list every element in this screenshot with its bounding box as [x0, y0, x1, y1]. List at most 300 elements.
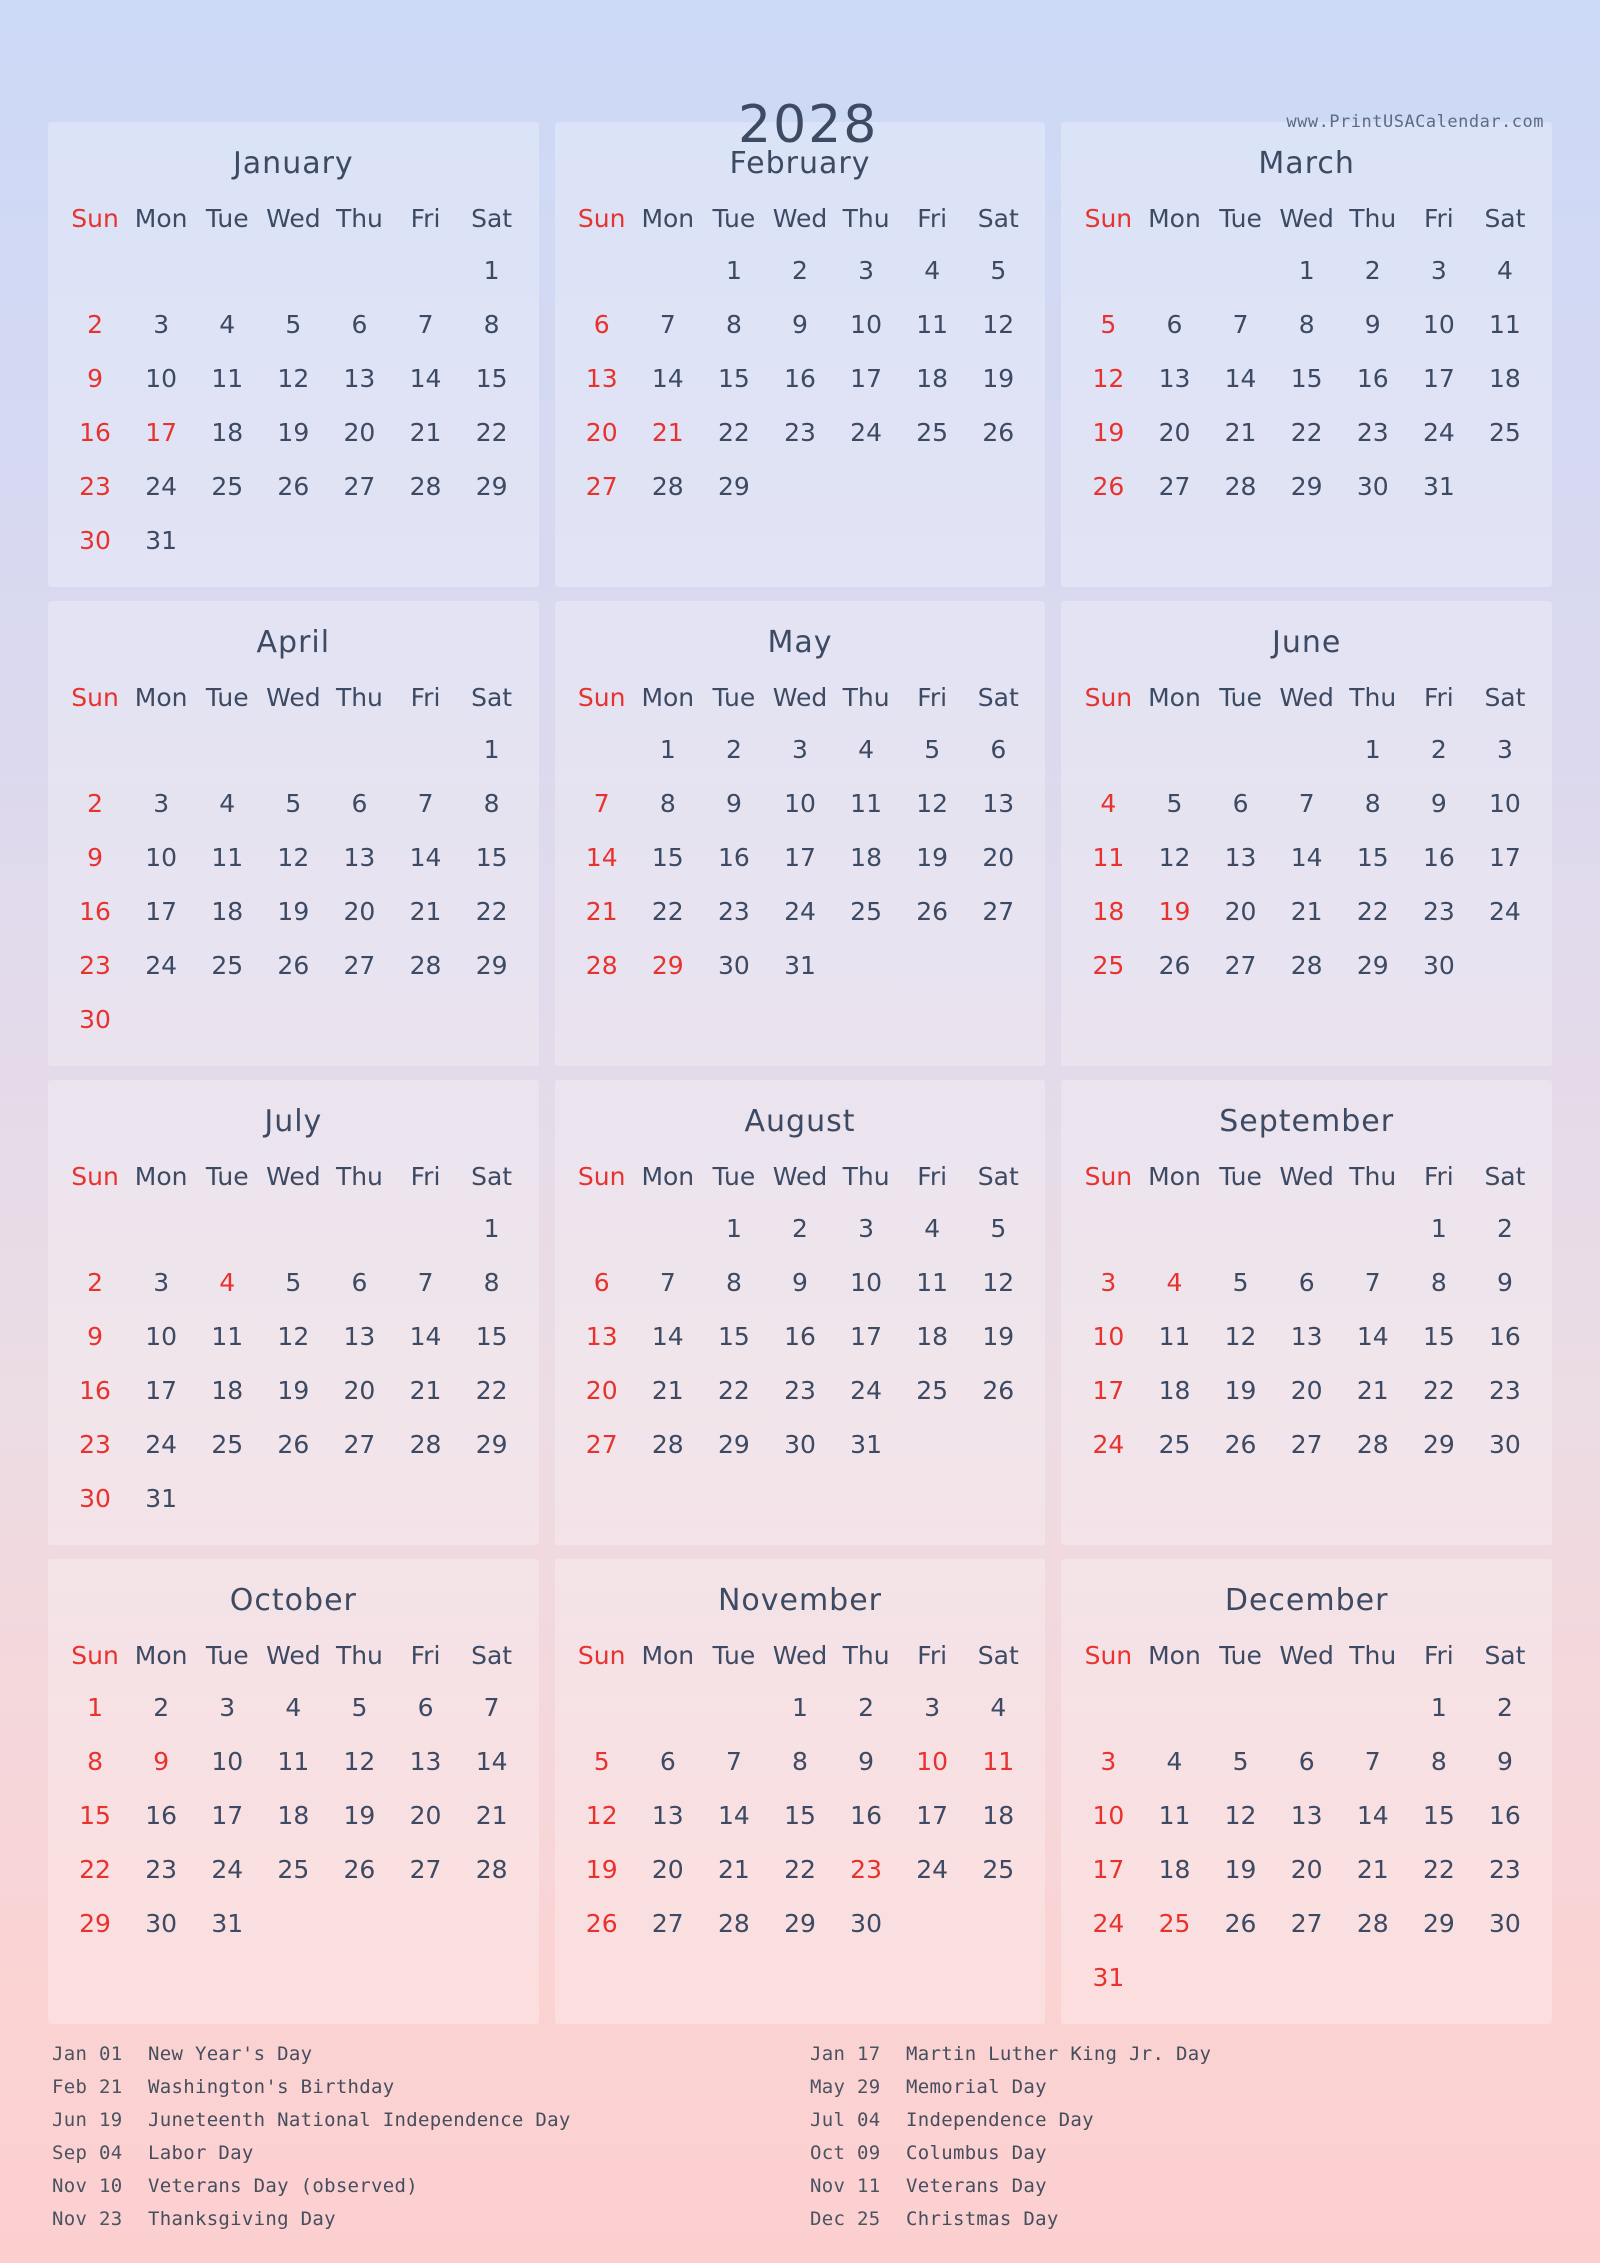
weekday-header-thu: Thu	[335, 683, 383, 712]
day-cell: 7	[417, 788, 434, 818]
day-cell: 20	[585, 417, 618, 447]
week-row	[62, 1680, 525, 1734]
month-table	[62, 1161, 525, 1525]
day-cell: 25	[277, 1854, 310, 1884]
week-row	[569, 938, 1032, 992]
day-cell: 15	[475, 1321, 508, 1351]
month-title: August	[744, 1104, 856, 1139]
day-cell-empty	[326, 1896, 392, 1950]
day-cell: 3	[1430, 255, 1447, 285]
day-cell: 20	[1158, 417, 1191, 447]
day-cell-empty	[1274, 1201, 1340, 1255]
weekday-header-wed: Wed	[266, 1162, 321, 1191]
day-cell: 15	[717, 1321, 750, 1351]
weekday-header-fri: Fri	[1423, 1162, 1454, 1191]
day-cell: 25	[1489, 417, 1521, 447]
day-cell: 9	[858, 1746, 875, 1776]
week-row	[1075, 1950, 1538, 2004]
day-cell: 21	[409, 417, 442, 447]
day-cell: 23	[79, 1429, 111, 1459]
weekday-header-tue: Tue	[1219, 683, 1262, 712]
weekday-header-sat: Sat	[1484, 1162, 1526, 1191]
day-cell: 17	[211, 1800, 244, 1830]
day-cell-empty	[767, 459, 833, 513]
weekday-header-sun: Sun	[71, 683, 119, 712]
week-row	[62, 830, 525, 884]
website-credit: www.PrintUSACalendar.com	[1286, 112, 1544, 132]
week-row	[569, 459, 1032, 513]
day-cell: 17	[916, 1800, 949, 1830]
weekday-header-sun: Sun	[577, 1641, 626, 1670]
weekday-header-sun: Sun	[1084, 1641, 1133, 1670]
day-cell: 6	[990, 734, 1007, 764]
day-cell-empty	[62, 243, 128, 297]
day-cell: 4	[1496, 255, 1513, 285]
day-cell: 4	[219, 1267, 236, 1297]
day-cell: 17	[1489, 842, 1521, 872]
day-cell: 25	[211, 950, 244, 980]
holiday-row	[810, 2137, 1548, 2170]
day-cell: 27	[585, 1429, 618, 1459]
day-cell: 19	[982, 363, 1015, 393]
week-row	[569, 884, 1032, 938]
holiday-row	[52, 2137, 790, 2170]
day-cell: 29	[1290, 471, 1323, 501]
holiday-date: Oct 09	[810, 2142, 881, 2164]
day-cell: 5	[285, 309, 302, 339]
day-cell: 18	[277, 1800, 310, 1830]
day-cell: 8	[659, 788, 676, 818]
day-cell: 4	[924, 1213, 941, 1243]
weekday-header-sat: Sat	[977, 204, 1019, 233]
holiday-date: May 29	[810, 2076, 881, 2098]
day-cell: 10	[1092, 1321, 1125, 1351]
weekday-header-tue: Tue	[1219, 1641, 1262, 1670]
day-cell: 8	[725, 1267, 742, 1297]
day-cell: 16	[1489, 1800, 1521, 1830]
day-cell-empty	[128, 243, 194, 297]
day-cell: 12	[1158, 842, 1191, 872]
day-cell: 14	[409, 842, 442, 872]
day-cell: 16	[850, 1800, 882, 1830]
day-cell: 16	[1356, 363, 1389, 393]
week-row	[1075, 1680, 1538, 1734]
day-cell: 20	[982, 842, 1015, 872]
day-cell: 15	[1422, 1800, 1455, 1830]
day-cell-empty	[1208, 722, 1274, 776]
day-cell: 27	[1158, 471, 1191, 501]
weekday-header-sat: Sat	[1484, 204, 1526, 233]
day-cell: 25	[982, 1854, 1015, 1884]
day-cell: 26	[982, 417, 1015, 447]
day-cell: 3	[792, 734, 808, 764]
day-cell: 19	[1224, 1375, 1257, 1405]
day-cell: 10	[1489, 788, 1521, 818]
day-cell: 2	[153, 1692, 170, 1722]
day-cell: 31	[145, 1483, 178, 1513]
day-cell-empty	[965, 1896, 1031, 1950]
day-cell: 8	[87, 1746, 103, 1776]
day-cell: 27	[409, 1854, 442, 1884]
holiday-date: Dec 25	[810, 2208, 881, 2230]
month-title: April	[256, 625, 331, 660]
month-card	[555, 122, 1046, 587]
day-cell: 24	[1422, 417, 1455, 447]
holiday-date: Jan 01	[52, 2043, 123, 2065]
month-card	[48, 1559, 539, 2024]
day-cell: 23	[1356, 417, 1389, 447]
day-cell: 8	[792, 1746, 808, 1776]
weekday-header-wed: Wed	[772, 204, 828, 233]
week-row	[569, 351, 1032, 405]
weekday-header-row	[569, 203, 1032, 243]
day-cell: 14	[1224, 363, 1257, 393]
holiday-row	[810, 2071, 1548, 2104]
day-cell: 22	[717, 1375, 750, 1405]
day-cell-empty	[1075, 722, 1141, 776]
page-header	[48, 0, 1552, 155]
day-cell: 22	[1356, 896, 1389, 926]
week-row	[569, 776, 1032, 830]
weekday-header-thu: Thu	[1349, 1641, 1397, 1670]
weekday-header-fri: Fri	[1423, 683, 1454, 712]
day-cell-empty	[1472, 1950, 1538, 2004]
weekday-header-row	[1075, 682, 1538, 722]
day-cell-empty	[1075, 1680, 1141, 1734]
weekday-header-wed: Wed	[266, 204, 321, 233]
day-cell: 26	[585, 1908, 618, 1938]
day-cell: 11	[1158, 1800, 1191, 1830]
day-cell: 8	[483, 788, 500, 818]
day-cell: 9	[1496, 1267, 1513, 1297]
day-cell: 17	[1092, 1854, 1125, 1884]
day-cell: 21	[585, 896, 618, 926]
day-cell: 11	[211, 1321, 244, 1351]
day-cell: 10	[211, 1746, 244, 1776]
day-cell: 31	[145, 525, 178, 555]
day-cell: 30	[145, 1908, 178, 1938]
day-cell-empty	[569, 1201, 635, 1255]
weekday-header-sat: Sat	[471, 683, 513, 712]
day-cell: 15	[717, 363, 750, 393]
day-cell-empty	[194, 243, 260, 297]
day-cell: 6	[1232, 788, 1249, 818]
day-cell: 16	[79, 896, 111, 926]
day-cell: 21	[409, 1375, 442, 1405]
day-cell: 13	[409, 1746, 442, 1776]
day-cell: 7	[659, 1267, 676, 1297]
day-cell-empty	[459, 992, 525, 1046]
week-row	[1075, 1896, 1538, 1950]
day-cell: 29	[1422, 1908, 1455, 1938]
day-cell: 9	[87, 842, 103, 872]
day-cell: 22	[475, 896, 508, 926]
weekday-header-mon: Mon	[134, 1641, 188, 1670]
weekday-header-row	[569, 682, 1032, 722]
day-cell: 19	[1158, 896, 1191, 926]
weekday-header-mon: Mon	[641, 1641, 695, 1670]
day-cell-empty	[326, 722, 392, 776]
day-cell: 11	[850, 788, 882, 818]
weekday-header-thu: Thu	[1349, 683, 1397, 712]
day-cell: 1	[725, 255, 742, 285]
day-cell-empty	[1208, 1680, 1274, 1734]
day-cell: 25	[916, 417, 949, 447]
day-cell: 15	[79, 1800, 111, 1830]
day-cell: 15	[475, 363, 508, 393]
day-cell: 14	[1356, 1321, 1389, 1351]
weekday-header-row	[1075, 1640, 1538, 1680]
day-cell: 13	[651, 1800, 684, 1830]
day-cell: 9	[1430, 788, 1447, 818]
week-row	[569, 1842, 1032, 1896]
day-cell: 11	[211, 363, 244, 393]
day-cell: 13	[1224, 842, 1257, 872]
day-cell: 11	[1158, 1321, 1191, 1351]
day-cell-empty	[194, 722, 260, 776]
weekday-header-sat: Sat	[471, 1162, 513, 1191]
holiday-legend	[48, 2038, 1552, 2236]
day-cell: 10	[916, 1746, 949, 1776]
day-cell-empty	[1340, 1201, 1406, 1255]
day-cell: 8	[1298, 309, 1315, 339]
day-cell: 24	[145, 471, 178, 501]
weekday-header-row	[62, 1161, 525, 1201]
day-cell: 21	[717, 1854, 750, 1884]
weekday-header-thu: Thu	[842, 204, 890, 233]
day-cell-empty	[833, 938, 899, 992]
week-row	[1075, 776, 1538, 830]
weekday-header-tue: Tue	[205, 204, 249, 233]
day-cell: 1	[1430, 1692, 1447, 1722]
day-cell: 21	[651, 417, 684, 447]
holiday-name: Christmas Day	[906, 2208, 1059, 2230]
holiday-name: Columbus Day	[906, 2142, 1047, 2164]
weekday-header-sun: Sun	[1084, 204, 1133, 233]
day-cell: 1	[483, 1213, 500, 1243]
holiday-date: Sep 04	[52, 2142, 123, 2164]
day-cell: 18	[211, 417, 244, 447]
day-cell: 26	[1158, 950, 1191, 980]
day-cell: 11	[916, 309, 949, 339]
day-cell-empty	[392, 992, 458, 1046]
day-cell: 13	[585, 1321, 618, 1351]
holiday-name: Martin Luther King Jr. Day	[906, 2043, 1212, 2065]
weekday-header-row	[569, 1640, 1032, 1680]
day-cell: 10	[145, 363, 178, 393]
day-cell: 2	[87, 788, 103, 818]
day-cell-empty	[459, 1471, 525, 1525]
week-row	[62, 1734, 525, 1788]
holiday-row	[52, 2104, 790, 2137]
weekday-header-row	[569, 1161, 1032, 1201]
week-row	[62, 722, 525, 776]
day-cell-empty	[1141, 243, 1207, 297]
day-cell-empty	[392, 513, 458, 567]
day-cell: 11	[982, 1746, 1015, 1776]
weekday-header-thu: Thu	[1349, 1162, 1397, 1191]
day-cell: 5	[1166, 788, 1183, 818]
day-cell: 3	[219, 1692, 236, 1722]
weekday-header-fri: Fri	[917, 1641, 948, 1670]
day-cell: 1	[1298, 255, 1315, 285]
day-cell-empty	[1472, 938, 1538, 992]
day-cell: 7	[1232, 309, 1249, 339]
day-cell: 24	[1489, 896, 1521, 926]
day-cell: 6	[1166, 309, 1183, 339]
month-card	[1061, 1559, 1552, 2024]
day-cell: 30	[1356, 471, 1389, 501]
day-cell: 2	[1430, 734, 1447, 764]
month-table	[62, 1640, 525, 1950]
day-cell-empty	[569, 243, 635, 297]
day-cell-empty	[459, 1896, 525, 1950]
week-row	[62, 992, 525, 1046]
week-row	[62, 513, 525, 567]
day-cell: 3	[1100, 1267, 1117, 1297]
weekday-header-sun: Sun	[1084, 1162, 1133, 1191]
weekday-header-sun: Sun	[71, 1162, 119, 1191]
day-cell: 18	[982, 1800, 1015, 1830]
day-cell: 21	[409, 896, 442, 926]
day-cell: 19	[1224, 1854, 1257, 1884]
week-row	[1075, 1734, 1538, 1788]
day-cell: 6	[593, 309, 610, 339]
month-title: November	[717, 1583, 883, 1618]
day-cell-empty	[260, 1201, 326, 1255]
month-card	[48, 122, 539, 587]
week-row	[569, 1680, 1032, 1734]
day-cell: 5	[593, 1746, 610, 1776]
week-row	[62, 1471, 525, 1525]
page-title: 2028	[738, 95, 879, 155]
day-cell: 18	[211, 896, 244, 926]
day-cell: 11	[277, 1746, 310, 1776]
day-cell: 9	[87, 1321, 103, 1351]
weekday-header-wed: Wed	[772, 683, 828, 712]
week-row	[569, 722, 1032, 776]
day-cell: 29	[475, 950, 508, 980]
day-cell: 24	[784, 896, 816, 926]
day-cell: 23	[1489, 1375, 1521, 1405]
weekday-header-thu: Thu	[335, 1162, 383, 1191]
day-cell-empty	[701, 1680, 767, 1734]
day-cell: 26	[277, 471, 310, 501]
weekday-header-thu: Thu	[1349, 204, 1397, 233]
month-title: September	[1219, 1104, 1395, 1139]
day-cell: 18	[1489, 363, 1521, 393]
month-card	[48, 1080, 539, 1545]
day-cell: 21	[1224, 417, 1257, 447]
weekday-header-thu: Thu	[842, 1641, 890, 1670]
day-cell: 6	[1298, 1267, 1315, 1297]
day-cell: 20	[1224, 896, 1257, 926]
day-cell: 17	[850, 363, 882, 393]
holiday-row	[810, 2104, 1548, 2137]
day-cell: 4	[1100, 788, 1117, 818]
day-cell: 14	[717, 1800, 750, 1830]
week-row	[569, 1417, 1032, 1471]
month-title: June	[1271, 625, 1342, 660]
day-cell-empty	[965, 459, 1031, 513]
day-cell: 27	[1224, 950, 1257, 980]
weekday-header-wed: Wed	[1279, 1162, 1334, 1191]
day-cell: 16	[79, 1375, 111, 1405]
day-cell: 27	[1290, 1429, 1323, 1459]
month-title: December	[1224, 1583, 1389, 1618]
months-grid	[48, 122, 1552, 2024]
day-cell: 5	[1100, 309, 1117, 339]
day-cell: 10	[1092, 1800, 1125, 1830]
weekday-header-fri: Fri	[917, 204, 948, 233]
week-row	[1075, 1309, 1538, 1363]
day-cell: 10	[850, 309, 882, 339]
day-cell-empty	[833, 459, 899, 513]
day-cell: 6	[351, 309, 368, 339]
day-cell-empty	[128, 722, 194, 776]
day-cell: 24	[850, 1375, 882, 1405]
month-title: February	[729, 146, 871, 181]
day-cell: 8	[483, 1267, 500, 1297]
day-cell: 17	[145, 896, 178, 926]
weekday-header-tue: Tue	[712, 204, 756, 233]
day-cell: 29	[1422, 1429, 1455, 1459]
day-cell: 15	[1290, 363, 1323, 393]
week-row	[62, 1896, 525, 1950]
day-cell-empty	[260, 992, 326, 1046]
day-cell-empty	[1075, 1201, 1141, 1255]
day-cell: 12	[585, 1800, 618, 1830]
day-cell-empty	[569, 722, 635, 776]
day-cell: 5	[924, 734, 941, 764]
weekday-header-wed: Wed	[1279, 683, 1334, 712]
holiday-name: Thanksgiving Day	[148, 2208, 336, 2230]
week-row	[62, 884, 525, 938]
month-table	[1075, 203, 1538, 513]
day-cell: 2	[1364, 255, 1381, 285]
day-cell: 30	[1489, 1908, 1521, 1938]
day-cell: 2	[858, 1692, 875, 1722]
week-row	[569, 1309, 1032, 1363]
day-cell: 3	[153, 309, 170, 339]
day-cell: 7	[417, 309, 434, 339]
day-cell-empty	[1472, 459, 1538, 513]
weekday-header-row	[1075, 203, 1538, 243]
day-cell: 18	[211, 1375, 244, 1405]
day-cell: 31	[1422, 471, 1455, 501]
day-cell: 27	[1290, 1908, 1323, 1938]
day-cell-empty	[260, 1471, 326, 1525]
weekday-header-tue: Tue	[712, 1162, 756, 1191]
day-cell: 20	[1290, 1375, 1323, 1405]
month-table	[569, 203, 1032, 513]
day-cell: 24	[211, 1854, 244, 1884]
weekday-header-sat: Sat	[1484, 1641, 1526, 1670]
day-cell: 23	[145, 1854, 178, 1884]
weekday-header-row	[62, 682, 525, 722]
day-cell-empty	[194, 1471, 260, 1525]
day-cell-empty	[1141, 1201, 1207, 1255]
weekday-header-thu: Thu	[335, 204, 383, 233]
month-table	[569, 682, 1032, 992]
day-cell: 14	[1290, 842, 1323, 872]
day-cell: 12	[1224, 1800, 1257, 1830]
day-cell-empty	[635, 1680, 701, 1734]
day-cell: 8	[725, 309, 742, 339]
day-cell: 4	[219, 788, 236, 818]
day-cell: 14	[475, 1746, 508, 1776]
day-cell: 9	[792, 309, 808, 339]
